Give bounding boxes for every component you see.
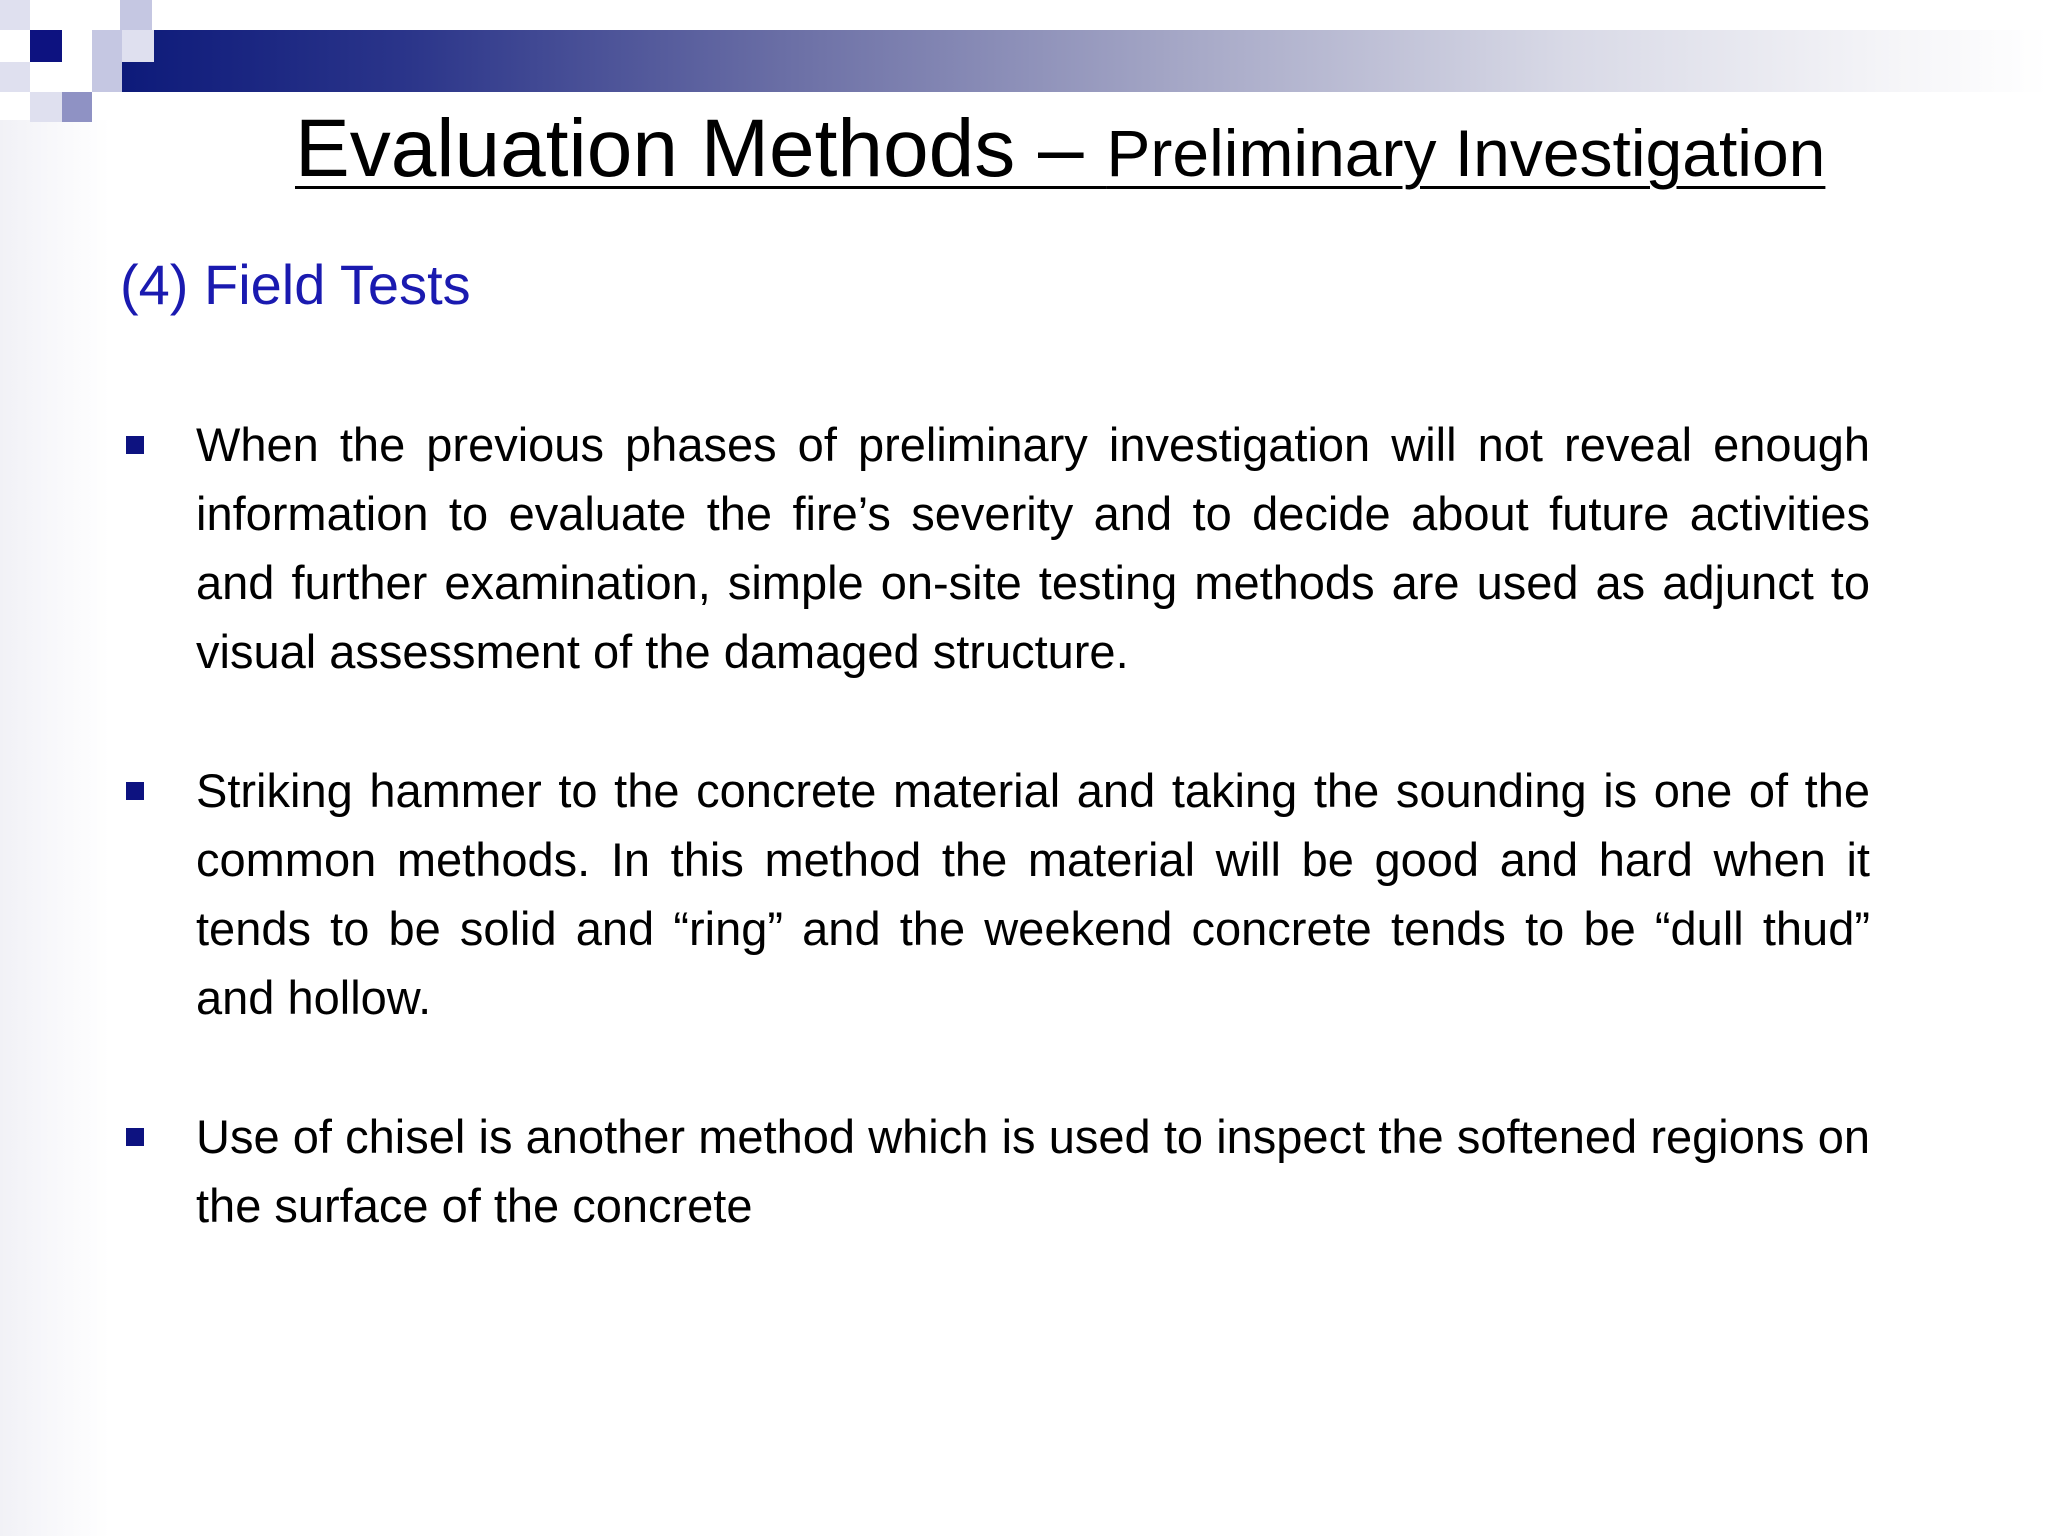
bullet-item [120, 410, 1870, 686]
bullet-list [120, 410, 1870, 1310]
title-subtitle: Preliminary Investigation [1106, 116, 1826, 190]
corner-square [30, 30, 62, 62]
corner-square [92, 62, 122, 92]
square-bullet-icon [126, 782, 144, 800]
corner-decoration [0, 0, 160, 130]
bullet-text: Use of chisel is another method which is used to inspect the softened regions on the surface of the concrete [196, 1110, 1870, 1232]
section-subheading: (4) Field Tests [120, 253, 471, 316]
corner-square [122, 30, 154, 62]
square-bullet-icon [126, 1128, 144, 1146]
header-gradient-band [120, 30, 2048, 92]
corner-square [0, 62, 30, 92]
corner-square [0, 0, 30, 30]
corner-square [92, 30, 122, 62]
bullet-text: Striking hammer to the concrete material and taking the sounding is one of the common methods. In this method the material will be good and hard when it tends to be solid and “ring” and the weekend concrete tends to be “dull thud” and hollow. [196, 764, 1870, 1024]
left-background-fade [0, 120, 110, 1536]
bullet-item [120, 1102, 1870, 1240]
title-main: Evaluation Methods – [295, 103, 1107, 194]
bullet-text: When the previous phases of preliminary investigation will not reveal enough information to evaluate the fire’s severity and to decide about future activities and further examination, simple on-site testing methods are used as adjunct to visual assessment of the damaged structure. [196, 418, 1870, 678]
slide-title [295, 104, 1825, 194]
corner-square [62, 92, 92, 122]
corner-square [30, 92, 62, 122]
corner-square [120, 0, 152, 30]
bullet-item [120, 756, 1870, 1032]
square-bullet-icon [126, 436, 144, 454]
